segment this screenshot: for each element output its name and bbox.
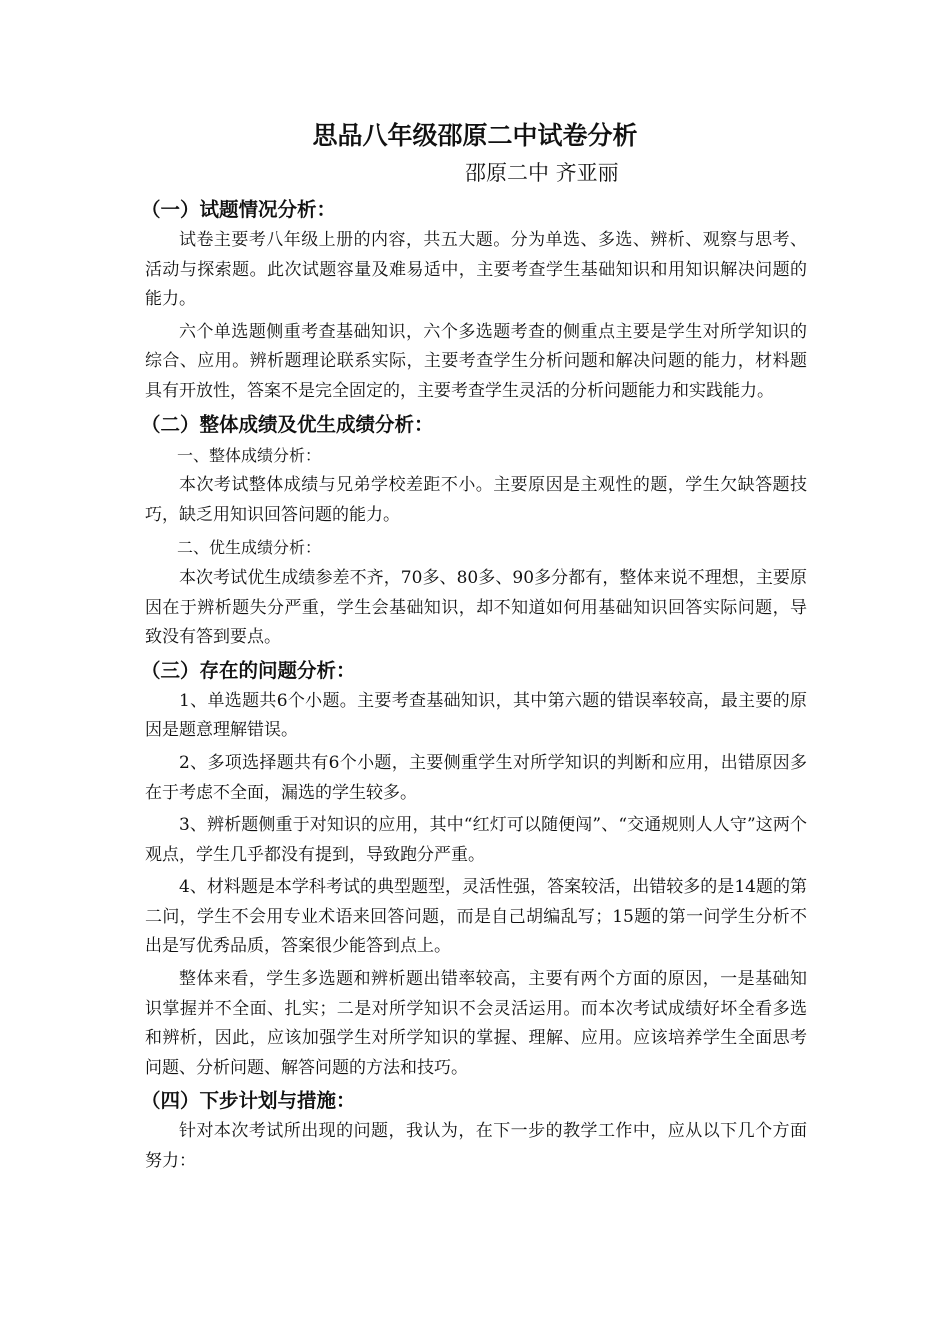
paragraph: 本次考试整体成绩与兄弟学校差距不小。主要原因是主观性的题，学生欠缺答题技巧，缺乏用知识回答问题的能力。	[145, 475, 807, 525]
section-4	[141, 1087, 807, 1176]
section-heading: （一）试题情况分析：	[141, 198, 337, 221]
document-title: 思品八年级邵原二中试卷分析	[312, 121, 638, 150]
paragraph: 本次考试优生成绩参差不齐，70多、80多、90多分都有，整体来说不理想，主要原因在于辨析题失分严重，学生会基础知识，却不知道如何用基础知识回答实际问题，导致没有答到要点。	[145, 567, 807, 648]
section-3	[141, 657, 807, 1084]
author-line: 邵原二中 齐亚丽	[465, 161, 619, 185]
paragraph: 3、辨析题侧重于对知识的应用，其中“红灯可以随便闯”、“交通规则人人守”这两个观点，学生几乎都没有提到，导致跑分严重。	[145, 815, 807, 865]
section-heading: （三）存在的问题分析：	[141, 658, 356, 682]
document-body	[141, 192, 807, 1180]
paragraph: 1、单选题共6个小题。主要考查基础知识，其中第六题的错误率较高，最主要的原因是题意理解错误。	[145, 690, 807, 741]
subheading: 二、优生成绩分析：	[177, 538, 322, 558]
paragraph: 试卷主要考八年级上册的内容，共五大题。分为单选、多选、辨析、观察与思考、活动与探索题。此次试题容量及难易适中，主要考查学生基础知识和用知识解决问题的能力。	[145, 230, 807, 310]
paragraph: 4、材料题是本学科考试的典型题型，灵活性强，答案较活，出错较多的是14题的第二问，学生不会用专业术语来回答问题，而是自己胡编乱写；15题的第一问学生分析不出是写优秀品质，答案很少能答到点上。	[145, 877, 807, 957]
section-2	[141, 411, 807, 653]
paragraph: 六个单选题侧重考查基础知识，六个多选题考查的侧重点主要是学生对所学知识的综合、应用。辨析题理论联系实际，主要考查学生分析问题和解决问题的能力，材料题具有开放性，答案不是完全固定的，主要考查学生灵活的分析问题能力和实践能力。	[145, 321, 807, 401]
subheading: 一、整体成绩分析：	[177, 445, 322, 465]
paragraph: 整体来看，学生多选题和辨析题出错率较高，主要有两个方面的原因，一是基础知识掌握并不全面、扎实；二是对所学知识不会灵活运用。而本次考试成绩好坏全看多选和辨析，因此，应该加强学生对所学知识的掌握、理解、应用。应该培养学生全面思考问题、分析问题、解答问题的方法和技巧。	[145, 969, 807, 1078]
section-heading: （二）整体成绩及优生成绩分析：	[141, 412, 434, 436]
section-1	[141, 196, 807, 407]
paragraph: 2、多项选择题共有6个小题，主要侧重学生对所学知识的判断和应用，出错原因多在于考虑不全面，漏选的学生较多。	[145, 752, 807, 803]
paragraph: 针对本次考试所出现的问题，我认为，在下一步的教学工作中，应从以下几个方面努力：	[145, 1121, 807, 1172]
section-heading: （四）下步计划与措施：	[141, 1089, 356, 1113]
